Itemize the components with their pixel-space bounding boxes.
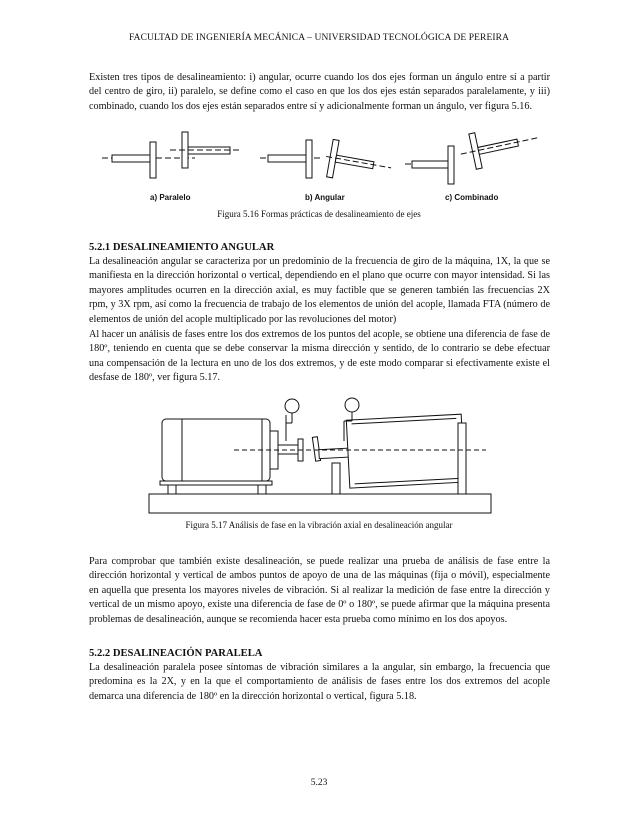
- label-combinado: c) Combinado: [445, 193, 499, 202]
- figure-5-16-caption: Figura 5.16 Formas prácticas de desalineamiento de ejes: [217, 209, 421, 219]
- label-angular: b) Angular: [305, 193, 345, 202]
- figure-5-16: [100, 124, 540, 206]
- page-header: FACULTAD DE INGENIERÍA MECÁNICA – UNIVERSIDAD TECNOLÓGICA DE PEREIRA: [128, 33, 510, 43]
- paragraph-3: Para comprobar que también existe desalineación, se puede realizar una prueba de análisis de fase entre la dirección horizontal y vertical de ambos puntos de apoyo de una de las máquinas (fija o móvil), especialmente en aquella que presenta los mayores niveles de vibración. Si al realizar la medición de fase entre la dirección y vertical de un mismo apoyo, existe una diferencia de fase de 0º o 180º, se puede afirmar que la máquina presenta problemas de desalineación, aunque se recomienda hacer esta prueba como mínimo en los dos apoyos.: [89, 556, 550, 625]
- figure-5-17: [148, 393, 493, 515]
- misalignment-types-drawing: [100, 124, 540, 206]
- section-angular-paragraph-1: La desalineación angular se caracteriza por un predominio de la frecuencia de giro de la máquina, 1X, la que se manifiesta en la dirección horizontal o vertical, dependiendo en el plano que ocurre con mayor intensidad. Si las mayores amplitudes ocurren en la dirección axial, es muy factible que se generen también las frecuencias 2X rpm, y 3X rpm, así como la frecuencia de trabajo de los elementos de unión del acople, llamada FTA (número de elementos de unión del acople multiplicado por las revoluciones del motor): [89, 256, 550, 325]
- figure-5-17-caption: Figura 5.17 Análisis de fase en la vibración axial en desalineación angular: [185, 520, 453, 530]
- label-paralelo: a) Paralelo: [150, 193, 191, 202]
- section-angular-paragraph-2: Al hacer un análisis de fases entre los dos extremos de los puntos del acople, se obtiene una diferencia de fase de 180º, teniendo en cuenta que se debe conservar la misma dirección y sentido, de lo contrario se debe efectuar una compensación de la lectura en uno de los dos extremos, y de este modo comparar si efectivamente existe el desfase de 180º, ver figura 5.17.: [89, 329, 550, 384]
- page-number: 5.23: [310, 778, 328, 788]
- section-paralela-paragraph-1: La desalineación paralela posee síntomas de vibración similares a la angular, sin embargo, la frecuencia que predomina es la 2X, y en la que el comportamiento de análisis de fases entre los dos extremos del acople demarca una diferencia de 180º en la dirección horizontal o vertical, figura 5.18.: [89, 662, 550, 702]
- phase-analysis-drawing: [148, 393, 493, 515]
- section-paralela-title: 5.2.2 DESALINEACIÓN PARALELA: [89, 648, 263, 659]
- section-angular-title: 5.2.1 DESALINEAMIENTO ANGULAR: [89, 242, 275, 253]
- intro-paragraph: Existen tres tipos de desalineamiento: i) angular, ocurre cuando los dos ejes forman un ángulo entre sí a partir del centro de giro, ii) paralelo, se define como el caso en que los dos ejes están separados paralelamente, y iii) combinado, cuando los dos ejes están separados entre sí y adicionalmente forman un ángulo, ver figura 5.16.: [89, 72, 550, 112]
